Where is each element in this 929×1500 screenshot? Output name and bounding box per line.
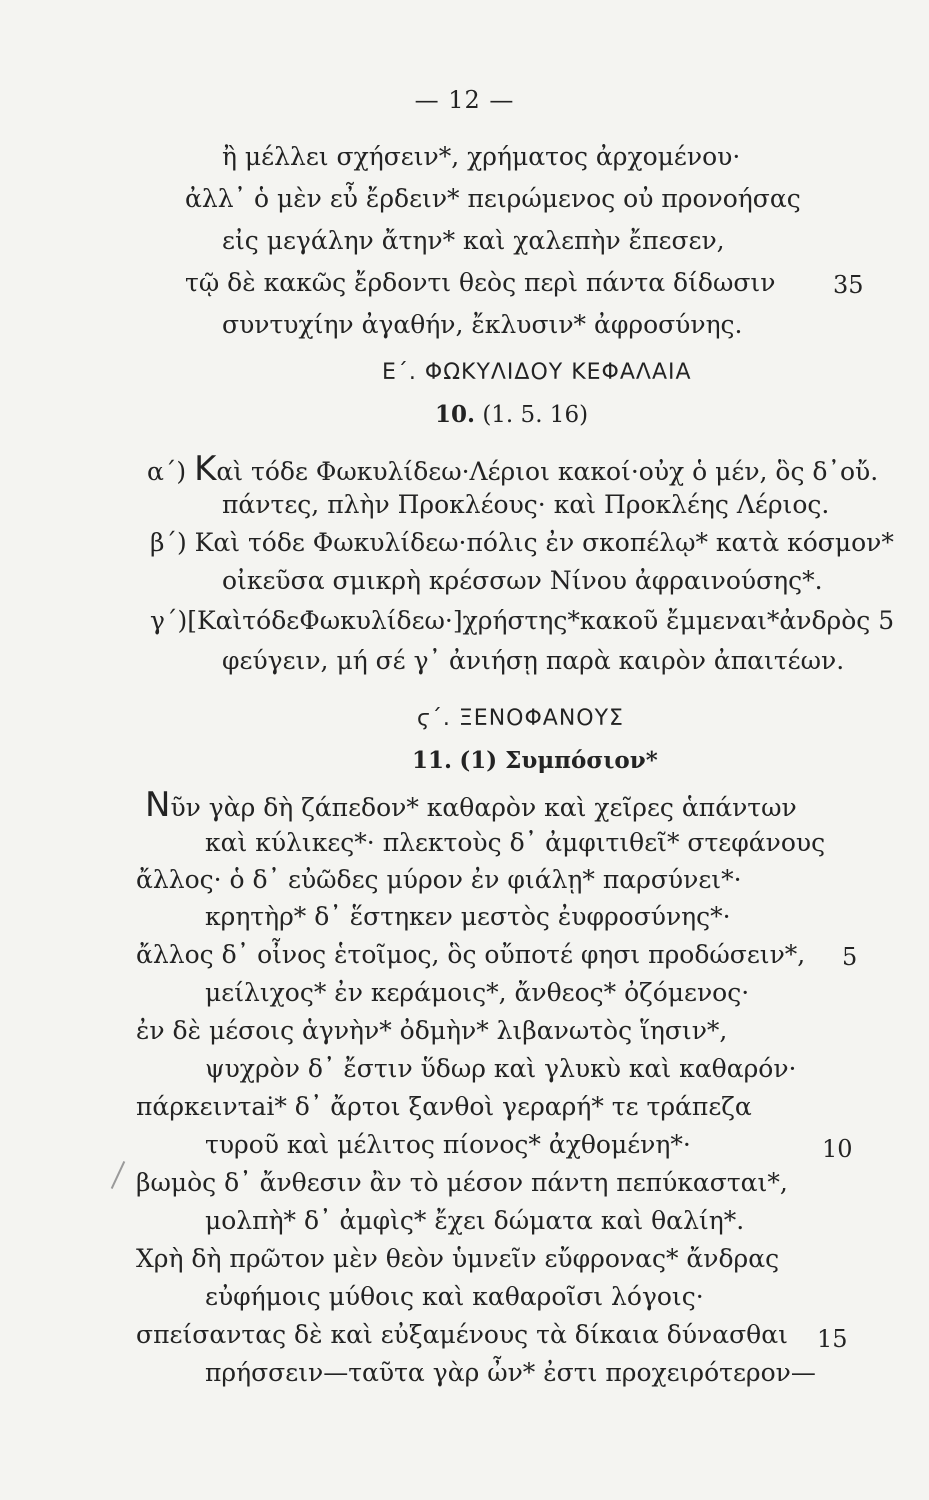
verse-line: Χρὴ δὴ πρῶτον μὲν θεὸν ὑμνεῖν εὔφρονας* ἄνδρας <box>136 1244 780 1273</box>
verse-line: οἰκεῦσα σμικρὴ κρέσσων Νίνου ἀφραινούσης*. <box>222 566 823 595</box>
verse-line: εἰς μεγάλην ἄτην* καὶ χαλεπὴν ἔπεσεν, <box>222 226 725 255</box>
verse-line: ἀλλ᾽ ὁ μὲν εὖ ἔρδειν* πειρώμενος οὐ προνοήσας <box>185 184 801 213</box>
line-number: 15 <box>817 1325 848 1353</box>
line-number: 5 <box>842 943 858 971</box>
fragment-subheading <box>412 746 658 776</box>
verse-line: ἐν δὲ μέσοις ἁγνὴν* ὀδμὴν* λιβανωτὸς ἵησιν*, <box>136 1016 728 1045</box>
fragment-reference: (1. 5. 16) <box>482 402 589 428</box>
initial-letter: K <box>194 449 217 489</box>
line-number: 35 <box>833 271 864 299</box>
verse-line: εὐφήμοις μύθοις καὶ καθαροῖσι λόγοις· <box>205 1282 704 1311</box>
verse-line <box>147 449 879 489</box>
line-number: 10 <box>822 1135 853 1163</box>
fragment-number: 10. <box>435 401 476 428</box>
verse-line <box>145 785 797 825</box>
verse-line: σπείσαντας δὲ καὶ εὐξαμένους τὰ δίκαια δύνασθαι <box>136 1320 788 1349</box>
verse-line: πάρκειντai* δ᾽ ἄρτοι ξανθοὶ γεραρή* τε τράπεζα <box>136 1092 752 1121</box>
verse-line: ἢ μέλλει σχήσειν*, χρήματος ἀρχομένου· <box>222 142 741 171</box>
verse-line: ἄλλος δ᾽ οἶνος ἑτοῖμος, ὃς οὔποτέ φησι προδώσειν*, <box>136 940 806 969</box>
verse-line: β΄) Καὶ τόδε Φωκυλίδεω·πόλις ἐν σκοπέλῳ* κατὰ κόσμον* <box>150 528 894 557</box>
fragment-number: 11. <box>412 747 453 774</box>
pencil-mark <box>111 1161 125 1189</box>
verse-line: καὶ κύλικες*· πλεκτοὺς δ᾽ ἀμφιτιθεῖ* στεφάνους <box>205 828 826 857</box>
verse-line: πρήσσειν—ταῦτα γὰρ ὦν* ἐστι προχειρότερον— <box>205 1358 816 1387</box>
verse-line: γ΄)[ΚαὶτόδεΦωκυλίδεω·]χρήστης*κακοῦ ἔμμεναι*ἀνδρὸς 5 <box>150 606 895 635</box>
verse-line: μείλιχος* ἐν κεράμοις*, ἄνθεος* ὀζόμενος· <box>205 978 750 1007</box>
verse-line: ψυχρὸν δ᾽ ἔστιν ὕδωρ καὶ γλυκὺ καὶ καθαρόν· <box>205 1054 797 1083</box>
verse-line: ἄλλος· ὁ δ᾽ εὐῶδες μύρον ἐν φιάλῃ* παρσύνει*· <box>136 865 742 894</box>
verse-line: συντυχίην ἀγαθήν, ἔκλυσιν* ἀφροσύνης. <box>222 310 743 339</box>
page-number: — 12 — <box>414 86 515 114</box>
section-heading-xenophanes: ϛ΄. ΞΕΝΟΦΑΝΟΥΣ <box>417 706 624 731</box>
verse-line: φεύγειν, μή σέ γ᾽ ἀνιήσῃ παρὰ καιρὸν ἀπαιτέων. <box>222 646 845 675</box>
verse-text: ῦν γὰρ δὴ ζάπεδον* καθαρὸν καὶ χεῖρες ἁπάντων <box>170 793 797 822</box>
section-heading-phokylides: Ε΄. ΦΩΚΥΛΙΔΟΥ ΚΕΦΑΛΑΙΑ <box>382 360 692 385</box>
verse-line: τῷ δὲ κακῶς ἔρδοντι θεὸς περὶ πάντα δίδωσιν <box>185 268 776 297</box>
verse-line: κρητὴρ* δ᾽ ἕστηκεν μεστὸς ἐυφροσύνης*· <box>205 902 731 931</box>
verse-text: αὶ τόδε Φωκυλίδεω·Λέριοι κακοί·οὐχ ὁ μέν, ὃς δ᾽οὔ. <box>216 457 879 486</box>
verse-line: μολπὴ* δ᾽ ἀμφὶς* ἔχει δώματα καὶ θαλίη*. <box>205 1206 745 1235</box>
fragment-subheading <box>435 400 588 430</box>
initial-letter: N <box>145 785 171 825</box>
verse-line: τυροῦ καὶ μέλιτος πίονος* ἀχθομένη*· <box>205 1130 691 1159</box>
item-label: α΄) <box>147 457 195 486</box>
verse-line: πάντες, πλὴν Προκλέους· καὶ Προκλέης Λέριος. <box>222 490 830 519</box>
verse-line: βωμὸς δ᾽ ἄνθεσιν ἂν τὸ μέσον πάντη πεπύκασται*, <box>136 1168 788 1197</box>
fragment-title: (1) Συμπόσιον* <box>459 747 658 774</box>
